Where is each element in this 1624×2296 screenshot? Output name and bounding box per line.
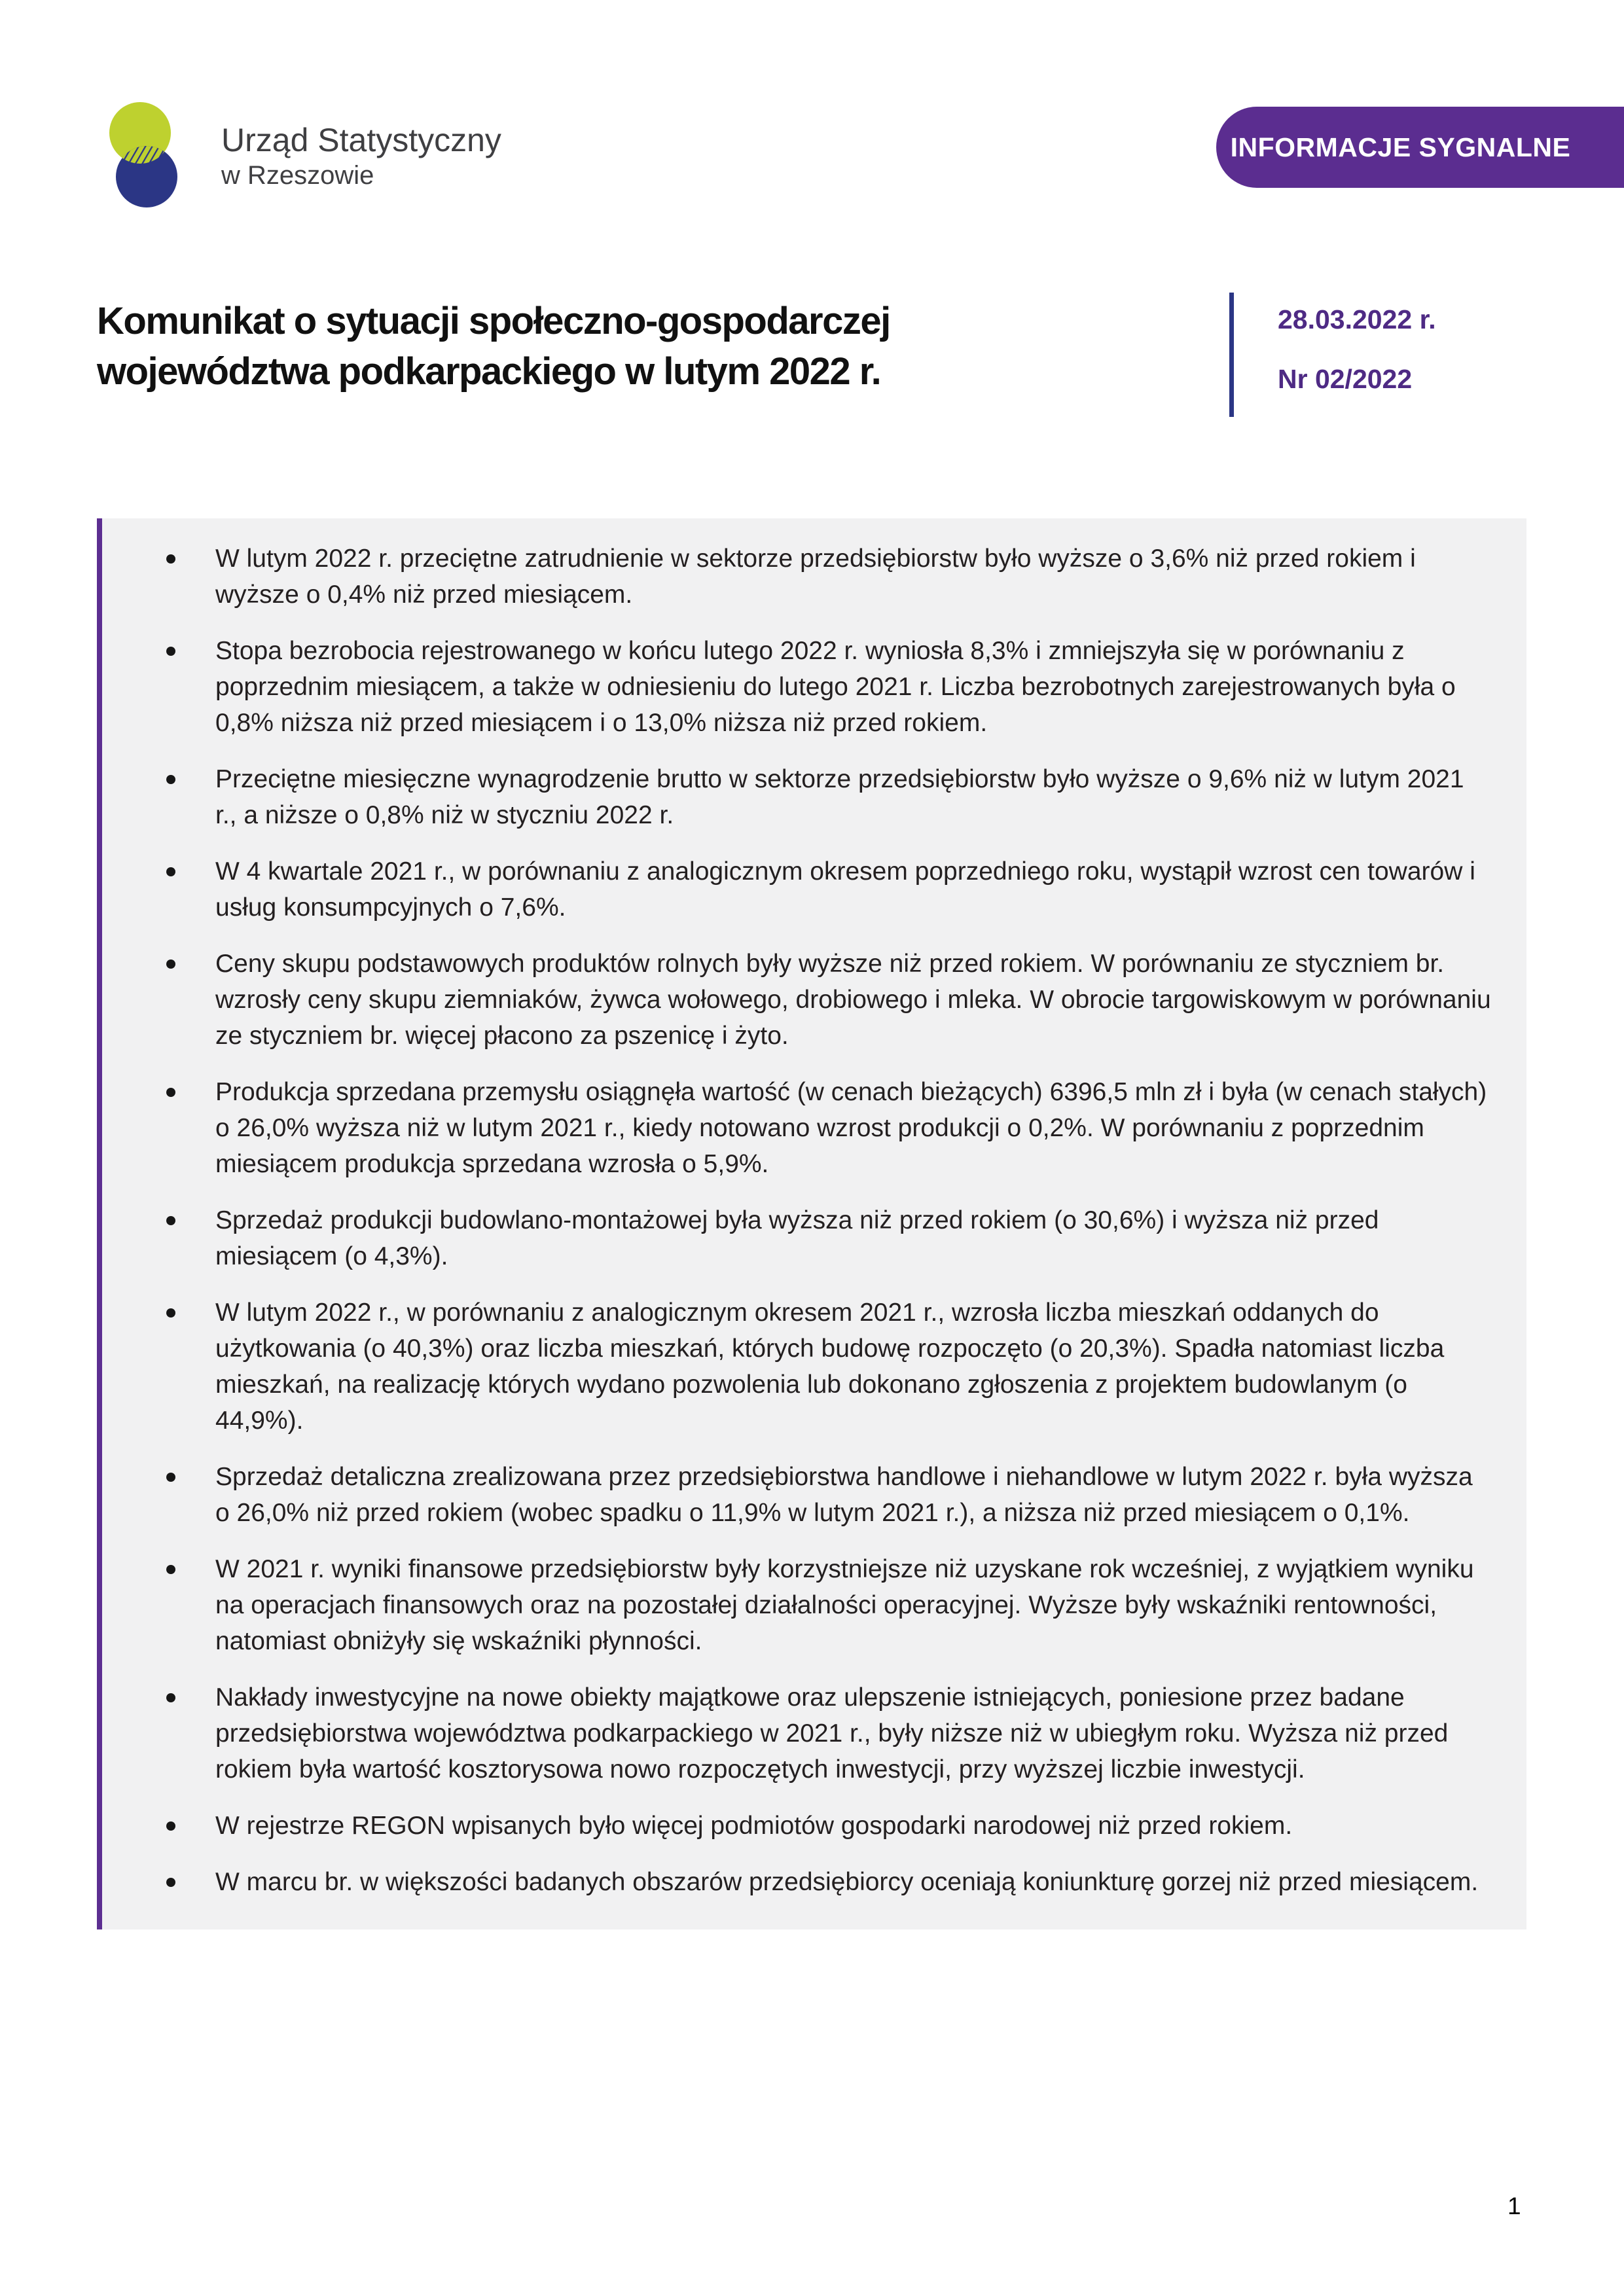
- bullet-text: Nakłady inwestycyjne na nowe obiekty majątkowe oraz ulepszenie istniejących, poniesione przez badane przedsiębiorstwa województwa podkarpackiego w 2021 r., były niższe niż w ubiegłym roku. Wyższa niż przed rokiem była wartość kosztorysowa nowo rozpoczętych inwestycji, przy wyższej liczbie inwestycji.: [215, 1683, 1449, 1784]
- informacje-sygnalne-badge: [1216, 107, 1624, 188]
- bullet-text: Produkcja sprzedana przemysłu osiągnęła wartość (w cenach bieżących) 6396,5 mln zł i była (w cenach stałych) o 26,0% wyższa niż w lutym 2021 r., kiedy notowano wzrost produkcji o 0,2%. W porównaniu z poprzednim miesiącem produkcja sprzedana wzrosła o 5,9%.: [215, 1078, 1487, 1178]
- bullet-dot-icon: [166, 1308, 175, 1318]
- bullet-dot-icon: [166, 647, 175, 656]
- list-item: [102, 761, 1491, 833]
- list-item: [102, 541, 1491, 613]
- list-item: [102, 1295, 1491, 1439]
- bullet-dot-icon: [166, 1821, 175, 1831]
- page-title-line2: województwa podkarpackiego w lutym 2022 r.: [97, 350, 881, 393]
- org-name-line2: w Rzeszowie: [221, 161, 374, 190]
- badge-label: INFORMACJE SYGNALNE: [1230, 132, 1571, 162]
- list-item: [102, 853, 1491, 925]
- issue-number: Nr 02/2022: [1278, 364, 1413, 394]
- publication-date: 28.03.2022 r.: [1278, 304, 1436, 334]
- summary-box: [97, 518, 1526, 1929]
- bullet-dot-icon: [166, 1565, 175, 1574]
- page-title-line1: Komunikat o sytuacji społeczno-gospodarczej: [97, 300, 890, 342]
- bullet-text: W 2021 r. wyniki finansowe przedsiębiorstw były korzystniejsze niż uzyskane rok wcześniej, z wyjątkiem wyniku na operacjach finansowych oraz na pozostałej działalności operacyjnej. Wyższe były wskaźniki rentowności, natomiast obniżyły się wskaźniki płynności.: [215, 1555, 1474, 1655]
- bullet-text: Sprzedaż produkcji budowlano-montażowej była wyższa niż przed rokiem (o 30,6%) i wyższa niż przed miesiącem (o 4,3%).: [215, 1206, 1379, 1270]
- list-item: [102, 1074, 1491, 1182]
- bullet-dot-icon: [166, 867, 175, 876]
- bullet-dot-icon: [166, 554, 175, 564]
- bullet-text: W 4 kwartale 2021 r., w porównaniu z analogicznym okresem poprzedniego roku, wystąpił wzrost cen towarów i usług konsumpcyjnych o 7,6%.: [215, 857, 1475, 922]
- org-name: [221, 122, 501, 190]
- bullet-dot-icon: [166, 1088, 175, 1097]
- bullet-text: Ceny skupu podstawowych produktów rolnych były wyższe niż przed rokiem. W porównaniu ze styczniem br. wzrosły ceny skupu ziemniaków, żywca wołowego, drobiowego i mleka. W obrocie targowiskowym w porównaniu ze styczniem br. więcej płacono za pszenicę i żyto.: [215, 950, 1491, 1050]
- bullet-dot-icon: [166, 1473, 175, 1482]
- page-number: 1: [1507, 2193, 1521, 2219]
- list-item: [102, 1808, 1491, 1844]
- bullet-text: Sprzedaż detaliczna zrealizowana przez przedsiębiorstwa handlowe i niehandlowe w lutym 2022 r. była wyższa o 26,0% niż przed rokiem (wobec spadku o 11,9% w lutym 2021 r.), a niższa niż przed miesiącem o 0,1%.: [215, 1463, 1473, 1527]
- page-title: [97, 296, 1177, 397]
- bullet-list: [102, 518, 1526, 1920]
- bullet-text: W rejestrze REGON wpisanych było więcej podmiotów gospodarki narodowej niż przed rokiem.: [215, 1812, 1293, 1840]
- list-item: [102, 1202, 1491, 1274]
- list-item: [102, 1864, 1491, 1900]
- list-item: [102, 1679, 1491, 1787]
- bullet-dot-icon: [166, 1693, 175, 1702]
- bullet-text: W marcu br. w większości badanych obszarów przedsiębiorcy oceniają koniunkturę gorzej niż przed miesiącem.: [215, 1868, 1479, 1896]
- list-item: [102, 633, 1491, 741]
- list-item: [102, 1459, 1491, 1531]
- bullet-dot-icon: [166, 960, 175, 969]
- statistical-office-logo-icon: [97, 99, 202, 212]
- bullet-text: W lutym 2022 r., w porównaniu z analogicznym okresem 2021 r., wzrosła liczba mieszkań oddanych do użytkowania (o 40,3%) oraz liczba mieszkań, których budowę rozpoczęto (o 20,3%). Spadła natomiast liczba mieszkań, na realizację których wydano pozwolenia lub dokonano zgłoszenia z projektem budowlanym (o 44,9%).: [215, 1299, 1445, 1435]
- bullet-dot-icon: [166, 1216, 175, 1225]
- meta-divider-line: [1229, 293, 1234, 417]
- bullet-text: Stopa bezrobocia rejestrowanego w końcu lutego 2022 r. wyniosła 8,3% i zmniejszyła się w porównaniu z poprzednim miesiącem, a także w odniesieniu do lutego 2021 r. Liczba bezrobotnych zarejestrowanych była o 0,8% niższa niż przed miesiącem i o 13,0% niższa niż przed rokiem.: [215, 637, 1456, 737]
- bullet-dot-icon: [166, 1878, 175, 1887]
- list-item: [102, 1551, 1491, 1659]
- bullet-text: W lutym 2022 r. przeciętne zatrudnienie w sektorze przedsiębiorstw było wyższe o 3,6% niż przed rokiem i wyższe o 0,4% niż przed miesiącem.: [215, 545, 1416, 609]
- org-name-line1: Urząd Statystyczny: [221, 122, 501, 158]
- bullet-dot-icon: [166, 775, 175, 784]
- list-item: [102, 946, 1491, 1054]
- bullet-text: Przeciętne miesięczne wynagrodzenie brutto w sektorze przedsiębiorstw było wyższe o 9,6% niż w lutym 2021 r., a niższe o 0,8% niż w styczniu 2022 r.: [215, 765, 1464, 829]
